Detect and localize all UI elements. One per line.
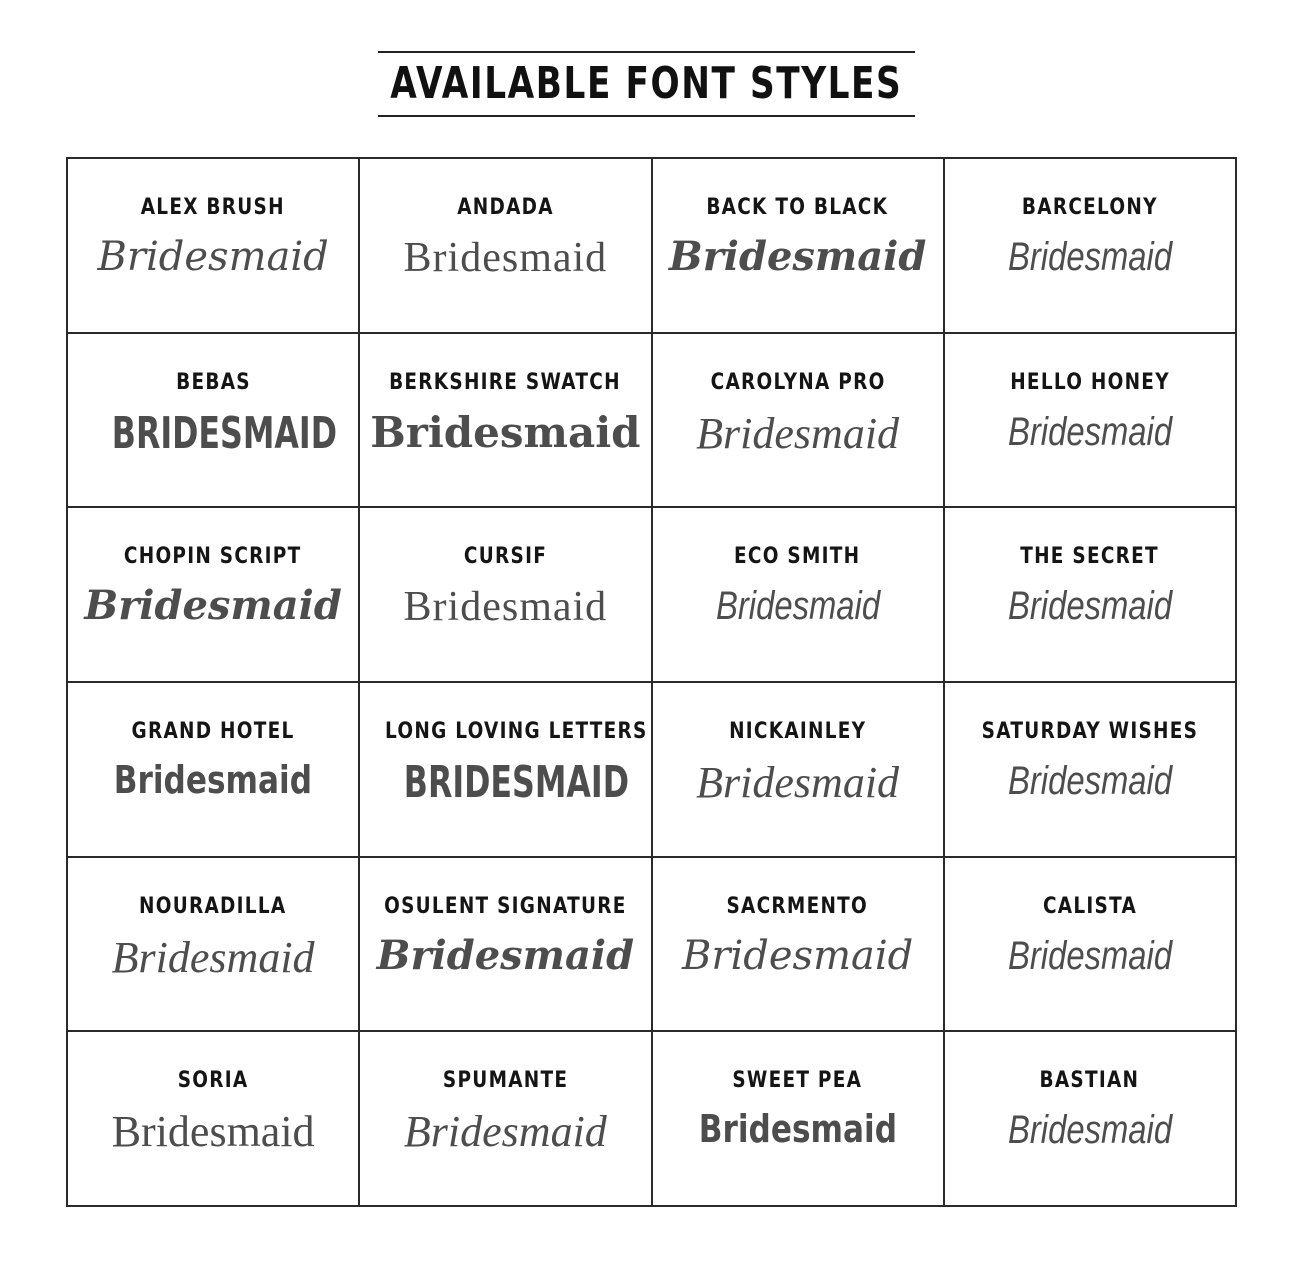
font-name: CURSIF xyxy=(463,544,547,570)
font-card xyxy=(68,858,360,1033)
font-sample: Bridesmaid xyxy=(696,408,900,458)
font-card xyxy=(945,508,1237,683)
font-card xyxy=(360,334,652,509)
font-card xyxy=(68,683,360,858)
font-name: BEBAS xyxy=(175,369,251,395)
font-name: GRAND HOTEL xyxy=(131,719,295,744)
font-sample: Bridesmaid xyxy=(97,234,329,280)
font-sample: Bridesmaid xyxy=(715,584,880,629)
font-name: SWEET PEA xyxy=(732,1068,863,1094)
font-styles-grid xyxy=(66,157,1237,1207)
font-name: NICKAINLEY xyxy=(728,719,867,744)
font-sample: Bridesmaid xyxy=(1007,759,1172,803)
font-sample: Bridesmaid xyxy=(376,931,635,979)
font-card xyxy=(653,159,945,334)
font-name: CALISTA xyxy=(1042,893,1137,919)
font-card xyxy=(945,858,1237,1033)
font-card xyxy=(653,683,945,858)
font-sample: Bridesmaid xyxy=(84,582,342,630)
font-name: SATURDAY WISHES xyxy=(981,719,1199,744)
title-banner xyxy=(378,51,915,117)
font-card xyxy=(653,858,945,1033)
font-sample: Bridesmaid xyxy=(403,1107,607,1157)
font-name: ANDADA xyxy=(457,195,554,220)
font-card xyxy=(653,1032,945,1207)
font-name: CAROLYNA PRO xyxy=(710,369,886,395)
font-card xyxy=(360,508,652,683)
font-name: SACRMENTO xyxy=(726,893,869,919)
font-name: THE SECRET xyxy=(1020,544,1160,570)
font-card xyxy=(945,334,1237,509)
font-card xyxy=(653,334,945,509)
font-name: HELLO HONEY xyxy=(1010,369,1170,395)
page-title: AVAILABLE FONT STYLES xyxy=(390,58,903,109)
font-sample: Bridesmaid xyxy=(1007,1108,1172,1153)
font-name: ECO SMITH xyxy=(734,544,861,570)
font-sample: BRIDESMAID xyxy=(404,757,630,808)
font-sample: Bridesmaid xyxy=(668,233,927,280)
font-card xyxy=(360,858,652,1033)
font-name: LONG LOVING LETTERS xyxy=(385,719,648,744)
font-sample: Bridesmaid xyxy=(681,932,914,979)
font-name: BASTIAN xyxy=(1039,1068,1140,1094)
font-sample: Bridesmaid xyxy=(113,758,313,802)
font-name: BERKSHIRE SWATCH xyxy=(389,369,622,395)
font-card xyxy=(68,508,360,683)
font-name: NOURADILLA xyxy=(139,893,287,919)
font-sample: Bridesmaid xyxy=(1007,584,1172,629)
font-sample: Bridesmaid xyxy=(1007,409,1172,454)
font-sample: Bridesmaid xyxy=(111,1107,315,1157)
font-card xyxy=(68,159,360,334)
font-card xyxy=(360,159,652,334)
font-name: CHOPIN SCRIPT xyxy=(124,544,302,570)
font-sample: Bridesmaid xyxy=(1007,933,1172,978)
font-card xyxy=(945,1032,1237,1207)
font-name: OSULENT SIGNATURE xyxy=(384,893,627,919)
font-sample: Bridesmaid xyxy=(696,758,900,807)
font-sample: Bridesmaid xyxy=(698,1107,897,1152)
font-sample: BRIDESMAID xyxy=(111,407,338,459)
font-card xyxy=(945,159,1237,334)
font-name: BARCELONY xyxy=(1021,195,1158,220)
font-sample: Bridesmaid xyxy=(403,584,608,631)
font-name: SORIA xyxy=(177,1068,249,1094)
font-name: BACK TO BLACK xyxy=(706,195,889,220)
font-sample: Bridesmaid xyxy=(370,407,641,457)
font-card xyxy=(68,1032,360,1207)
font-name: ALEX BRUSH xyxy=(141,195,286,220)
font-sample: Bridesmaid xyxy=(111,932,315,982)
font-name: SPUMANTE xyxy=(442,1068,569,1094)
font-card xyxy=(360,1032,652,1207)
font-card xyxy=(653,508,945,683)
font-sample: Bridesmaid xyxy=(1007,235,1172,279)
font-card xyxy=(360,683,652,858)
font-sample: Bridesmaid xyxy=(403,235,608,281)
font-card xyxy=(945,683,1237,858)
font-card xyxy=(68,334,360,509)
